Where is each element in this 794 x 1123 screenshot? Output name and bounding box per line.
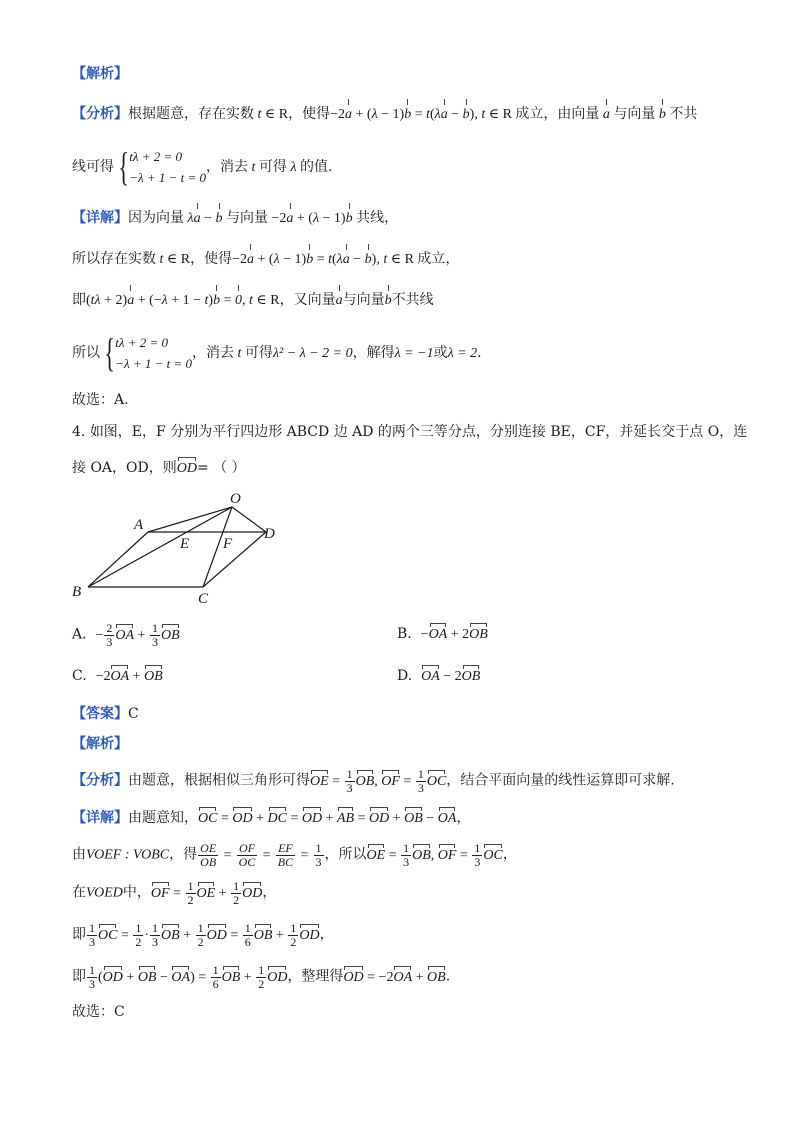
analysis-heading: 【解析】 xyxy=(72,66,128,82)
detail-line-2: 所以存在实数 t ∈ R，使得−2a + (λ − 1)b = t(λa − b), t ∈ R 成立， xyxy=(72,249,459,270)
option-d[interactable]: D. OA − 2OB xyxy=(397,664,480,687)
label-O: O xyxy=(230,491,241,507)
question-stem-line-2: 接 OA，OD，则OD= （ ） xyxy=(72,456,246,479)
q4-detail-line-3: 在VOED中，OF = $\frac{1}{2}$ OE + $\frac{1}{2}$ OD， xyxy=(72,879,277,907)
q4-detail-line-2: 由VOEF : VOBC，得 $\frac{OE}{OB}$ = $\frac{OF}{OC}$ = $\frac{EF}{BC}$ = $\frac{1}{3}$ ，所以OE = $\frac{1}{3}$ OB, OF = $\frac{1}{3}$ OC， xyxy=(72,841,517,869)
q4-detail-line-5: 即 $\frac{1}{3}$ (OD + OB − OA) = $\frac{1}{6}$ OB + $\frac{1}{2}$ OD，整理得OD = −2OA + OB. xyxy=(72,963,451,991)
fenxi-label: 【分析】 xyxy=(72,106,128,122)
parallelogram-figure xyxy=(68,488,288,606)
analysis-line-2: 线可得 { tλ + 2 = 0 −λ + 1 − t = 0 ，消去 t 可得 λ 的值. xyxy=(72,144,333,189)
option-b[interactable]: B. −OA + 2OB xyxy=(397,622,488,645)
question-number: 4. xyxy=(72,424,86,440)
label-B: B xyxy=(72,584,82,600)
analysis-line-1: 【分析】根据题意，存在实数 t ∈ R，使得−2a + (λ − 1)b = t(λa − b), t ∈ R 成立，由向量 a 与向量 b 不共 xyxy=(72,104,697,125)
q4-analysis-line: 【分析】由题意，根据相似三角形可得OE = $\frac{1}{3}$ OB, OF = $\frac{1}{3}$ OC，结合平面向量的线性运算即可求解. xyxy=(72,767,675,795)
equation-system: { tλ + 2 = 0 −λ + 1 − t = 0 xyxy=(118,144,207,189)
answer-line xyxy=(72,704,139,724)
detail-line-3: 即(tλ + 2)a + (−λ + 1 − t)b = 0, t ∈ R，又向量a与向量b不共线 xyxy=(72,290,434,311)
q4-detail-line-4: 即 $\frac{1}{3}$ OC = $\frac{1}{2}$ · $\frac{1}{3}$ OB + $\frac{1}{2}$ OD = $\frac{1}{6}$ OB + $\frac{1}{2}$ OD， xyxy=(72,921,334,949)
detail-line-1: 【详解】因为向量 λa − b 与向量 −2a + (λ − 1)b 共线， xyxy=(72,208,398,229)
label-D: D xyxy=(264,526,275,542)
label-E: E xyxy=(180,536,190,552)
option-c[interactable]: C. −2OA + OB xyxy=(72,664,163,687)
detail-line-4: 所以 { tλ + 2 = 0 −λ + 1 − t = 0 ，消去 t 可得λ² − λ − 2 = 0，解得λ = −1或λ = 2. xyxy=(72,330,482,375)
answer-value: C xyxy=(128,706,139,722)
q4-detail-line-1: 【详解】由题意知，OC = OD + DC = OD + AB = OD + OB − OA， xyxy=(72,806,470,829)
answer-label: 【答案】 xyxy=(72,706,128,722)
option-a[interactable]: A. − $\frac{2}{3}$ OA + $\frac{1}{3}$ OB xyxy=(72,621,180,649)
q4-choice-line: 故选：C xyxy=(72,1004,125,1020)
analysis-heading-q4: 【解析】 xyxy=(72,736,128,752)
label-A: A xyxy=(134,517,144,533)
choice-line: 故选：A. xyxy=(72,392,129,408)
label-F: F xyxy=(223,536,233,552)
equation-system: { tλ + 2 = 0 −λ + 1 − t = 0 xyxy=(104,330,193,375)
question-stem-line-1: 4. 如图，E，F 分别为平行四边形 ABCD 边 AD 的两个三等分点，分别连接 BE，CF，并延长交于点 O，连 xyxy=(72,424,748,440)
xiangjie-label: 【详解】 xyxy=(72,210,128,226)
label-C: C xyxy=(198,591,209,606)
